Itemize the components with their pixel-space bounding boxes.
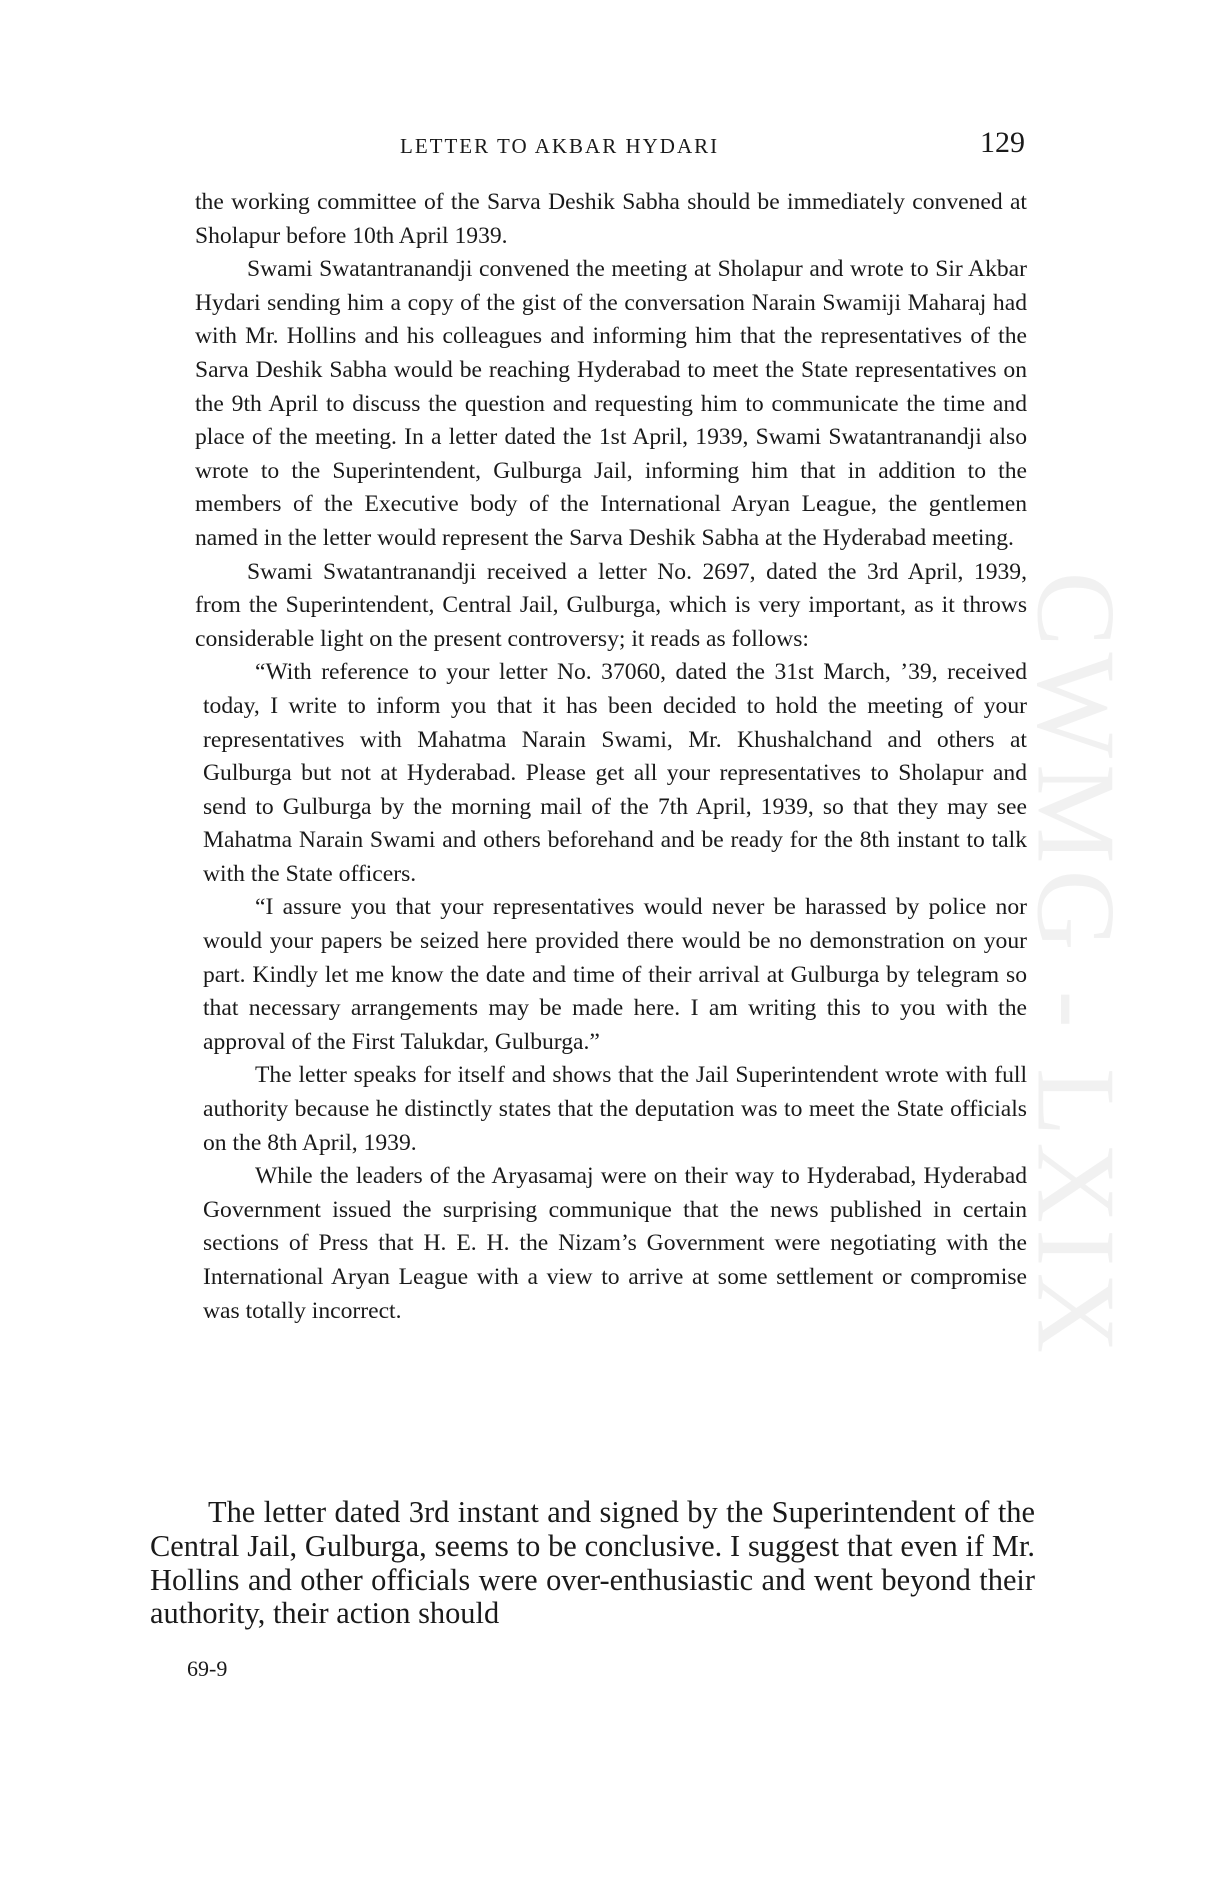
- quoted-letter-paragraph-2: “I assure you that your representatives would never be harassed by police nor would your papers be seized here provided there would be no demonstration on your part. Kindly let me know the date and time of their arrival at Gulburga by telegram so that necessary arrangements may be made here. I am writing this to you with the approval of the First Talukdar, Gulburga.”: [203, 894, 1027, 1055]
- watermark-text: CWMG - LXIX: [1013, 571, 1138, 1359]
- quoted-letter-paragraph-1: “With reference to your letter No. 37060, dated the 31st March, ’39, received today, I write to inform you that it has been decided to hold the meeting of your representatives with Mahatma Narain Swami, Mr. Khushalchand and others at Gulburga but not at Hyderabad. Please get all your representatives to Sholapur and send to Gulburga by the morning mail of the 7th April, 1939, so that they may see Mahatma Narain Swami and others beforehand and be ready for the 8th instant to talk with the State officers.: [203, 659, 1027, 887]
- paragraph-4: The letter speaks for itself and shows that the Jail Superintendent wrote with full authority because he distinctly states that the deputation was to meet the State officials on the 8th April, 1939.: [203, 1062, 1027, 1156]
- appendix-text: [195, 186, 1027, 1328]
- running-title: LETTER TO AKBAR HYDARI: [400, 134, 720, 158]
- signature-mark: 69-9: [187, 1656, 228, 1681]
- paragraph-3: Swami Swatantranandji received a letter No. 2697, dated the 3rd April, 1939, from the Superintendent, Central Jail, Gulburga, which is very important, as it throws considerable light on the present controversy; it reads as follows:: [195, 558, 1027, 652]
- cwmg-watermark: [1010, 460, 1140, 1470]
- paragraph-1: the working committee of the Sarva Deshik Sabha should be immediately convened at Sholapur before 10th April 1939.: [195, 189, 1027, 249]
- page-number: 129: [980, 126, 1025, 159]
- paragraph-5: While the leaders of the Aryasamaj were on their way to Hyderabad, Hyderabad Government issued the surprising communique that the news published in certain sections of Press that H. E. H. the Nizam’s Government were negotiating with the International Aryan League with a view to arrive at some settlement or compromise was totally incorrect.: [203, 1163, 1027, 1324]
- main-letter-paragraph: The letter dated 3rd instant and signed by the Superintendent of the Central Jail, Gulburga, seems to be conclusive. I suggest that even if Mr. Hollins and other officials were over-enthusiastic and went beyond their authority, their action should: [150, 1495, 1035, 1631]
- paragraph-2: Swami Swatantranandji convened the meeting at Sholapur and wrote to Sir Akbar Hydari sending him a copy of the gist of the conversation Narain Swamiji Maharaj had with Mr. Hollins and his colleagues and informing him that the representatives of the Sarva Deshik Sabha would be reaching Hyderabad to meet the State representatives on the 9th April to discuss the question and requesting him to communicate the time and place of the meeting. In a letter dated the 1st April, 1939, Swami Swatantranandji also wrote to the Superintendent, Gulburga Jail, informing him that in addition to the members of the Executive body of the International Aryan League, the gentlemen named in the letter would represent the Sarva Deshik Sabha at the Hyderabad meeting.: [195, 256, 1027, 551]
